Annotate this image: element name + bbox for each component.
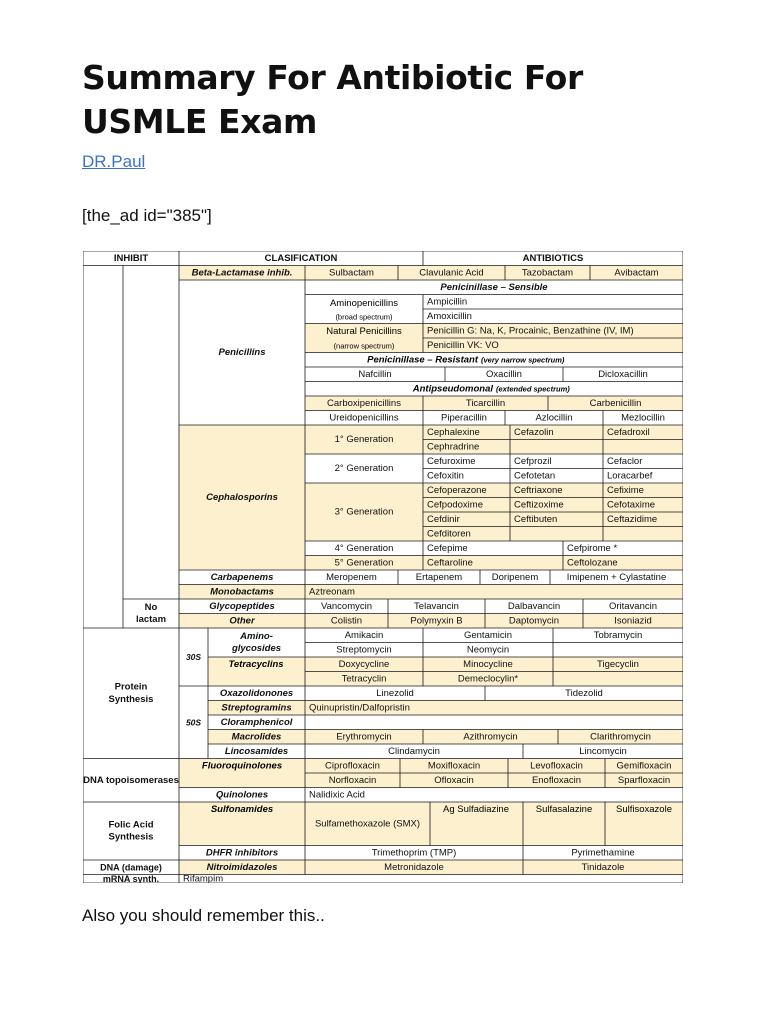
table-cell: 4° Generation bbox=[334, 542, 394, 554]
table-cell: Streptomycin bbox=[336, 644, 392, 656]
table-cell: Ceftolozane bbox=[567, 557, 618, 569]
table-cell: Cefditoren bbox=[427, 528, 471, 540]
inhibit-protein-synthesis-line: Protein bbox=[114, 681, 148, 693]
inhibit-no-lactam-line: No bbox=[144, 601, 158, 613]
table-cell: Oritavancin bbox=[608, 600, 658, 612]
antibiotic-summary-table bbox=[83, 251, 683, 883]
table-cell: Ceftriaxone bbox=[514, 484, 563, 496]
natural-penicillins-note: (narrow spectrum) bbox=[333, 341, 395, 351]
table-cell: Cefotaxime bbox=[607, 499, 656, 511]
drug-class-label: Lincosamides bbox=[224, 745, 289, 757]
drug-class-label: Nitroimidazoles bbox=[206, 861, 278, 873]
drug-class-label: Cephalosporins bbox=[206, 492, 278, 503]
table-cell: Penicillin VK: VO bbox=[427, 339, 499, 351]
table-cell: Sulbactam bbox=[329, 267, 374, 279]
drug-class-label-line: glycosides bbox=[231, 643, 282, 655]
header-inhibit: INHIBIT bbox=[113, 252, 149, 264]
table-cell: Cephalexine bbox=[427, 426, 480, 438]
inhibit-dna-topo: DNA topoisomerases bbox=[83, 774, 179, 786]
closing-paragraph: Also you should remember this.. bbox=[82, 906, 325, 925]
table-cell: Clarithromycin bbox=[590, 731, 651, 743]
table-cell: Gentamicin bbox=[463, 629, 513, 641]
table-cell-bg bbox=[510, 440, 603, 455]
table-cell: Cefprozil bbox=[514, 455, 552, 467]
table-cell: Aztreonam bbox=[309, 586, 355, 598]
table-cell: 2° Generation bbox=[334, 463, 394, 474]
table-cell: Cefpodoxime bbox=[427, 499, 483, 511]
table-cell: Azlocillin bbox=[535, 412, 573, 424]
drug-class-label: Glycopeptides bbox=[209, 600, 275, 612]
table-cell: Mezlocillin bbox=[621, 412, 665, 424]
drug-class-label: Quinolones bbox=[215, 789, 269, 801]
table-cell: Levofloxacin bbox=[530, 760, 583, 772]
table-cell: Clavulanic Acid bbox=[419, 267, 484, 279]
table-cell: Tigecyclin bbox=[597, 658, 639, 670]
table-cell: Gemifloxacin bbox=[616, 760, 672, 772]
drug-class-label: DHFR inhibitors bbox=[205, 847, 279, 859]
table-cell: Linezolid bbox=[376, 687, 414, 699]
table-cell: Polymyxin B bbox=[410, 615, 463, 627]
table-cell-bg bbox=[553, 643, 683, 658]
aminopenicillins-note: (broad spectrum) bbox=[335, 312, 393, 322]
table-cell: Quinupristin/Dalfopristin bbox=[309, 702, 410, 714]
table-cell: Sparfloxacin bbox=[617, 774, 671, 786]
table-cell: Ceftaroline bbox=[427, 557, 473, 569]
table-cell: Sulfisoxazole bbox=[616, 804, 672, 815]
author-link[interactable]: DR.Paul bbox=[82, 152, 146, 171]
table-cell: Amoxicillin bbox=[427, 310, 472, 322]
natural-penicillins-label: Natural Penicillins bbox=[326, 326, 402, 337]
table-svg bbox=[83, 251, 683, 883]
inhibit-folic-acid-line: Folic Acid bbox=[108, 819, 154, 831]
table-cell: Colistin bbox=[330, 615, 363, 627]
inhibit-mrna: mRNA synth. bbox=[102, 873, 160, 883]
table-cell-bg bbox=[305, 382, 683, 397]
antipseudomonal-note: (extended spectrum) bbox=[496, 384, 570, 394]
table-cell: Erythromycin bbox=[336, 731, 392, 743]
table-cell: Ureidopenicillins bbox=[329, 412, 399, 424]
header-antibiotics: ANTIBIOTICS bbox=[522, 252, 584, 264]
table-cell: Ampicillin bbox=[427, 296, 468, 308]
table-cell: Oxacillin bbox=[486, 368, 522, 380]
inhibit-dna-damage: DNA (damage) bbox=[100, 862, 162, 873]
drug-class-label: Other bbox=[229, 615, 255, 627]
table-cell-bg bbox=[553, 672, 683, 687]
table-cell: Norfloxacin bbox=[328, 774, 377, 786]
table-cell-bg bbox=[305, 715, 683, 730]
table-cell: Penicillin G: Na, K, Procainic, Benzathine (IV, IM) bbox=[427, 325, 634, 337]
penicillinase-resistant: Penicinillase – Resistant bbox=[367, 354, 478, 366]
drug-class-label: Macrolides bbox=[231, 731, 282, 743]
table-cell: Ag Sulfadiazine bbox=[442, 804, 510, 815]
table-cell: Ertapenem bbox=[415, 571, 463, 583]
drug-class-label-line: Amino- bbox=[240, 630, 273, 642]
table-cell: Avibactam bbox=[614, 267, 659, 279]
table-cell: Enofloxacin bbox=[531, 774, 582, 786]
table-cell: Trimethoprim (TMP) bbox=[371, 847, 457, 859]
antipseudomonal: Antipseudomonal bbox=[412, 383, 493, 395]
table-cell: Dalbavancin bbox=[507, 600, 561, 612]
table-cell: Cefotetan bbox=[514, 470, 556, 482]
table-cell: Tobramycin bbox=[593, 629, 643, 641]
table-cell: Metronidazole bbox=[384, 861, 444, 873]
drug-class-label: Carbapenems bbox=[210, 571, 274, 583]
table-cell: Carbenicillin bbox=[589, 397, 642, 409]
drug-class-label: Streptogramins bbox=[221, 702, 292, 714]
table-cell: Azithromycin bbox=[463, 731, 518, 743]
table-cell: Sulfamethoxazole (SMX) bbox=[314, 818, 421, 830]
inhibit-no-lactam-line: lactam bbox=[135, 614, 167, 626]
table-cell: Cefoperazone bbox=[427, 484, 487, 496]
table-cell-bg bbox=[603, 527, 683, 542]
inhibit-protein-synthesis-line: Synthesis bbox=[108, 693, 154, 705]
table-cell: Clindamycin bbox=[388, 745, 440, 757]
table-cell-bg bbox=[510, 527, 603, 542]
drug-class-label: Cloramphenicol bbox=[220, 716, 293, 728]
drug-class-label: Sulfonamides bbox=[210, 804, 274, 815]
table-cell: Neomycin bbox=[466, 644, 510, 656]
table-cell: Carboxipenicillins bbox=[327, 397, 401, 409]
table-cell: Nalidixic Acid bbox=[309, 789, 365, 801]
table-cell: Demeclocylin* bbox=[457, 673, 519, 685]
table-cell: Tetracyclin bbox=[341, 673, 387, 685]
table-cell: Tazobactam bbox=[521, 267, 574, 279]
table-cell-bg bbox=[603, 440, 683, 455]
table-cell-bg bbox=[305, 585, 683, 600]
penicillinase-resistant-note: (very narrow spectrum) bbox=[481, 355, 565, 365]
table-cell: Minocycline bbox=[463, 658, 513, 670]
page-title: Summary For Antibiotic For USMLE Exam bbox=[82, 58, 583, 141]
table-cell: Nafcillin bbox=[358, 368, 392, 380]
table-cell: Cefepime bbox=[427, 542, 468, 554]
table-cell: 5° Generation bbox=[334, 557, 394, 569]
header-classification: CLASIFICATION bbox=[264, 252, 338, 264]
table-cell: Telavancin bbox=[414, 600, 459, 612]
table-cell: Lincomycin bbox=[579, 745, 627, 757]
table-cell: Ceftibuten bbox=[514, 513, 558, 525]
penicillinase-sensible: Penicinillase – Sensible bbox=[440, 281, 548, 293]
table-cell-bg bbox=[179, 875, 683, 884]
drug-class-label: Penicillins bbox=[218, 347, 266, 358]
drug-class-label: Oxazolidonones bbox=[219, 687, 294, 699]
table-cell: Moxifloxacin bbox=[427, 760, 481, 772]
s50-label: 50S bbox=[185, 717, 202, 728]
table-cell: Loracarbef bbox=[607, 470, 653, 482]
table-cell: Meropenem bbox=[326, 571, 377, 583]
table-cell: Piperacillin bbox=[441, 412, 487, 424]
table-cell: Cephradrine bbox=[427, 441, 480, 453]
table-cell: Isoniazid bbox=[614, 615, 652, 627]
table-cell: Cefdinir bbox=[427, 513, 460, 525]
table-cell: Cefpirome * bbox=[567, 542, 618, 554]
table-cell-bg bbox=[123, 266, 179, 600]
table-cell: Rifampim bbox=[183, 873, 224, 883]
table-cell: Cefoxitin bbox=[427, 470, 464, 482]
table-cell: 1° Generation bbox=[334, 434, 394, 445]
drug-class-label: Beta-Lactamase inhib. bbox=[191, 267, 293, 279]
table-cell: Pyrimethamine bbox=[571, 847, 635, 859]
s30-label: 30S bbox=[185, 652, 202, 662]
aminopenicillins-label: Aminopenicillins bbox=[329, 298, 399, 309]
table-cell: Cefuroxime bbox=[427, 455, 476, 467]
table-cell: Dicloxacillin bbox=[598, 368, 648, 380]
table-cell: Imipenem + Cylastatine bbox=[566, 571, 667, 583]
table-cell: Ceftizoxime bbox=[514, 499, 564, 511]
table-cell: Cefixime bbox=[607, 484, 644, 496]
drug-class-label: Fluoroquinolones bbox=[201, 760, 283, 772]
table-cell: Amikacin bbox=[344, 629, 384, 641]
table-cell: Tinidazole bbox=[581, 861, 625, 873]
table-cell: Ofloxacin bbox=[434, 774, 474, 786]
table-cell: Cefaclor bbox=[607, 455, 643, 467]
table-cell: Daptomycin bbox=[508, 615, 560, 627]
table-cell: Ciprofloxacin bbox=[325, 760, 380, 772]
table-cell-bg bbox=[83, 266, 123, 629]
table-cell: 3° Generation bbox=[334, 506, 394, 518]
table-cell: Cefadroxil bbox=[607, 426, 650, 438]
table-cell: Vancomycin bbox=[320, 600, 373, 612]
ad-shortcode-text: [the_ad id="385"] bbox=[82, 206, 212, 225]
table-cell: Ceftazidime bbox=[607, 513, 658, 525]
drug-class-label: Monobactams bbox=[210, 586, 274, 598]
table-cell: Ticarcillin bbox=[465, 397, 506, 409]
table-cell: Tidezolid bbox=[565, 687, 603, 699]
table-cell: Doxycycline bbox=[338, 658, 390, 670]
inhibit-folic-acid-line: Synthesis bbox=[108, 831, 154, 843]
table-cell: Cefazolin bbox=[514, 426, 554, 438]
table-cell: Doripenem bbox=[491, 571, 539, 583]
table-cell: Sulfasalazine bbox=[535, 804, 593, 815]
drug-class-label: Tetracyclins bbox=[228, 659, 284, 670]
